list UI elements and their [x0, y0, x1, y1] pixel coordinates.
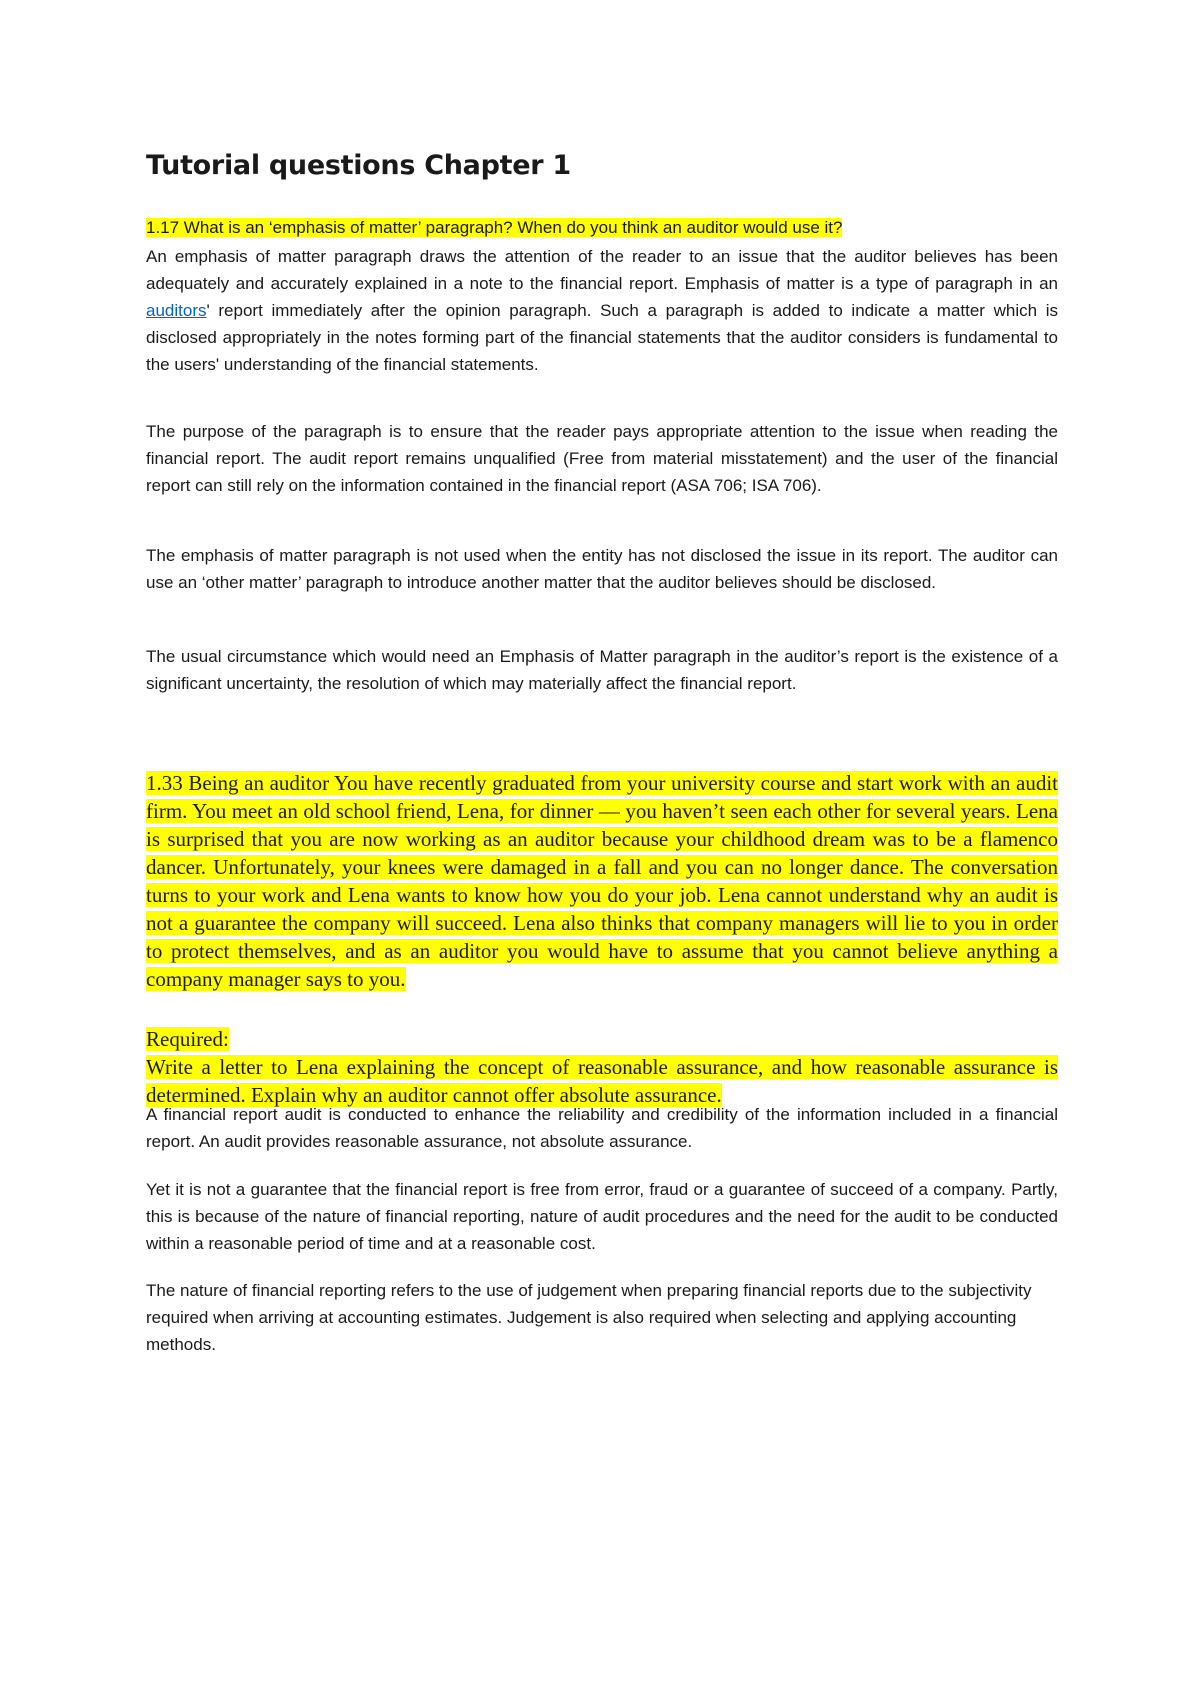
required-section: [146, 1025, 1058, 1109]
answer-2-paragraph-1: A financial report audit is conducted to enhance the reliability and credibility of the information included in a financial report. An audit provides reasonable assurance, not absolute assurance.: [146, 1105, 1058, 1151]
answer-1-p1-end: ' report immediately after the opinion paragraph. Such a paragraph is added to indicate a matter which is disclosed appropriately in the notes forming part of the financial statements that the auditor considers is fundamental to the users' understanding of the financial statements.: [146, 301, 1058, 374]
answer-2-paragraph-2: Yet it is not a guarantee that the financial report is free from error, fraud or a guarantee of succeed of a company. Partly, this is because of the nature of financial reporting, nature of audit procedures and the need for the audit to be conducted within a reasonable period of time and at a reasonable cost.: [146, 1180, 1058, 1253]
answer-2-paragraph-3: The nature of financial reporting refers to the use of judgement when preparing financial reports due to the subjectivity required when arriving at accounting estimates. Judgement is also required when selecting and applying accounting methods.: [146, 1281, 1032, 1354]
question-1-17-text: 1.17 What is an ‘emphasis of matter’ paragraph? When do you think an auditor would use it?: [146, 218, 843, 237]
answer-1-paragraph-4: The usual circumstance which would need an Emphasis of Matter paragraph in the auditor’s report is the existence of a significant uncertainty, the resolution of which may materially affect the financial report.: [146, 647, 1058, 693]
required-label: Required:: [146, 1027, 229, 1051]
question-1-17: [146, 214, 842, 241]
answer-1-paragraph-3: The emphasis of matter paragraph is not used when the entity has not disclosed the issue in its report. The auditor can use an ‘other matter’ paragraph to introduce another matter that the auditor believes should be disclosed.: [146, 546, 1058, 592]
required-text: Write a letter to Lena explaining the concept of reasonable assurance, and how reasonable assurance is determined. Explain why an auditor cannot offer absolute assurance.: [146, 1055, 1058, 1107]
page-title: Tutorial questions Chapter 1: [146, 150, 571, 181]
answer-1-p1-start: An emphasis of matter paragraph draws the attention of the reader to an issue that the auditor believes has been adequately and accurately explained in a note to the financial report. Emphasis of matter is a type of paragraph in an: [146, 247, 1058, 293]
answer-1-paragraph-2: The purpose of the paragraph is to ensure that the reader pays appropriate attention to the issue when reading the financial report. The audit report remains unqualified (Free from material misstatement) and the user of the financial report can still rely on the information contained in the financial report (ASA 706; ISA 706).: [146, 422, 1058, 495]
question-1-33-text: 1.33 Being an auditor You have recently graduated from your university course and start work with an audit firm. You meet an old school friend, Lena, for dinner — you haven’t seen each other for several years. Lena is surprised that you are now working as an auditor because your childhood dream was to be a flamenco dancer. Unfortunately, your knees were damaged in a fall and you can no longer dance. The conversation turns to your work and Lena wants to know how you do your job. Lena cannot understand why an audit is not a guarantee the company will succeed. Lena also thinks that company managers will lie to you in order to protect themselves, and as an auditor you would have to assume that you cannot believe anything a company manager says to you.: [146, 771, 1058, 991]
answer-1-paragraph-1: [146, 243, 1058, 378]
question-1-33: [146, 769, 1058, 993]
auditors-link[interactable]: auditors: [146, 301, 207, 320]
